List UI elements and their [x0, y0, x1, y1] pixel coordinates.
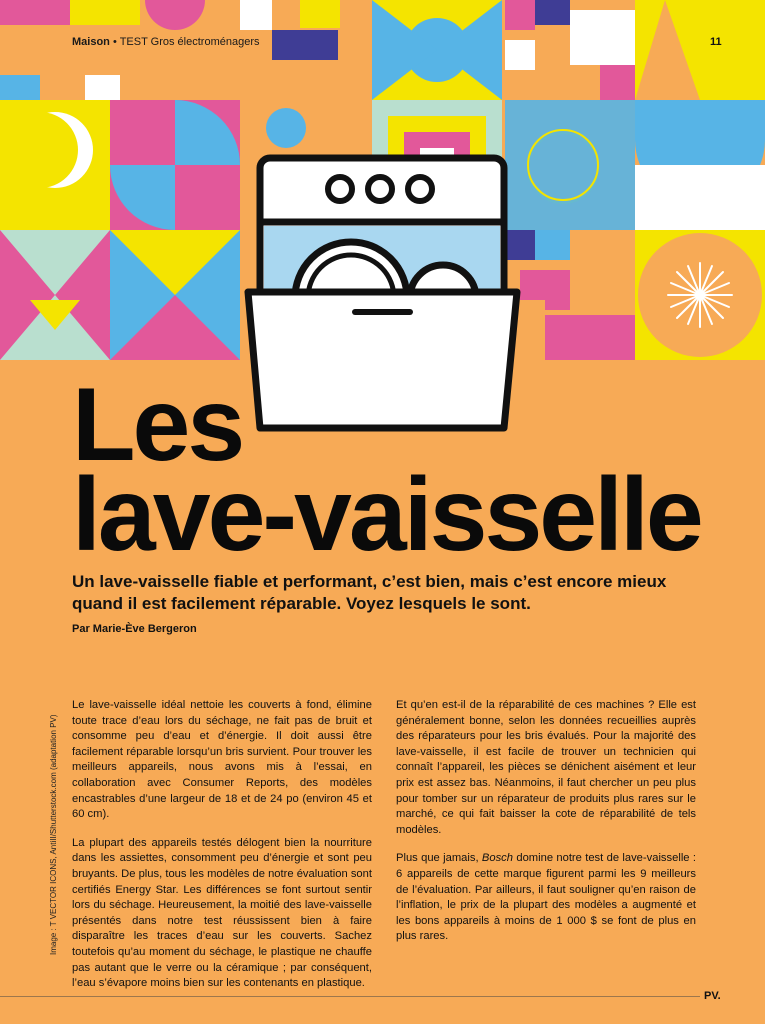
text-run: Plus que jamais, [396, 852, 482, 865]
article-title [72, 367, 701, 573]
body-column-right [396, 698, 696, 958]
paragraph: La plupart des appareils testés délogent bien la nourriture dans les assiettes, consomment peu d’énergie et sont peu bruyants. De plus, tous les modèles de notre évaluation sont certifiés Energy Star. Les différences se font surtout sentir lors du séchage. Heureusement, la moitié des lave-vaisselle présentés dans notre test réussissent bien à faire disparaître les traces d’eau sur les couverts. Sachez toutefois qu’au moment du séchage, le plastique ne chauffe pas autant que le verre ou la céramique ; par conséquent, l’eau s’évapore moins bien sur les contenants en plastique. [72, 836, 372, 990]
sunburst-icon [660, 255, 740, 335]
paragraph: Le lave-vaisselle idéal nettoie les couverts à fond, élimine toute trace d’eau lors du séchage, ne fait pas de bruit et consomme peu d’eau et d’énergie. Il doit aussi être facilement réparable lorsqu’un bris survient. Pour trouver les meilleurs appareils, nous avons mis à l’essai, en collaboration avec Consumer Reports, des modèles encastrables d’une largeur de 18 et de 24 po (environ 45 et 60 cm). [72, 699, 372, 821]
running-header [72, 36, 259, 48]
paragraph [396, 851, 696, 945]
section-subtitle: TEST Gros électroménagers [119, 36, 260, 48]
title-line-1: Les [72, 367, 243, 483]
image-credit: Image : T VECTOR ICONS, AntiII/Shutterstock.com (adaptation PV) [49, 714, 58, 955]
text-run: domine notre test de lave-vaisselle : 6 appareils de cette marque figurent parmi les 9 meilleurs de l’évaluation. Par ailleurs, il faut souligner qu’en raison de l’inflation, le prix de la plupart des modèles a augmenté et les bons appareils à moins de 1 000 $ se font de plus en plus rares. [396, 852, 696, 943]
article-deck: Un lave-vaisselle fiable et performant, c’est bien, mais c’est encore mieux quand il est facilement réparable. Voyez lesquels le sont. [72, 572, 667, 613]
brand-name: Bosch [481, 852, 513, 865]
footer-logo: PV. [704, 990, 721, 1002]
body-column-left [72, 698, 372, 1005]
paragraph: Et qu’en est-il de la réparabilité de ces machines ? Elle est généralement bonne, selon les données recueillies auprès des réparateurs pour les bris évalués. Pour la majorité des lave-vaisselle, il est facile de trouver un technicien qui connaît l’appareil, les pièces se dénichent aisément et leur prix est assez bas. Néanmoins, il faut chercher un peu plus pour tomber sur un réparateur de produits plus rares sur le marché, ce qui fait baisser la cote de réparabilité de tels modèles. [396, 699, 696, 836]
header-separator: • [112, 36, 117, 48]
section-name: Maison [72, 36, 110, 48]
page-number: 11 [710, 36, 722, 48]
article-byline: Par Marie-Ève Bergeron [72, 623, 197, 635]
footer-rule [0, 996, 700, 997]
title-line-2: lave-vaisselle [72, 457, 701, 573]
